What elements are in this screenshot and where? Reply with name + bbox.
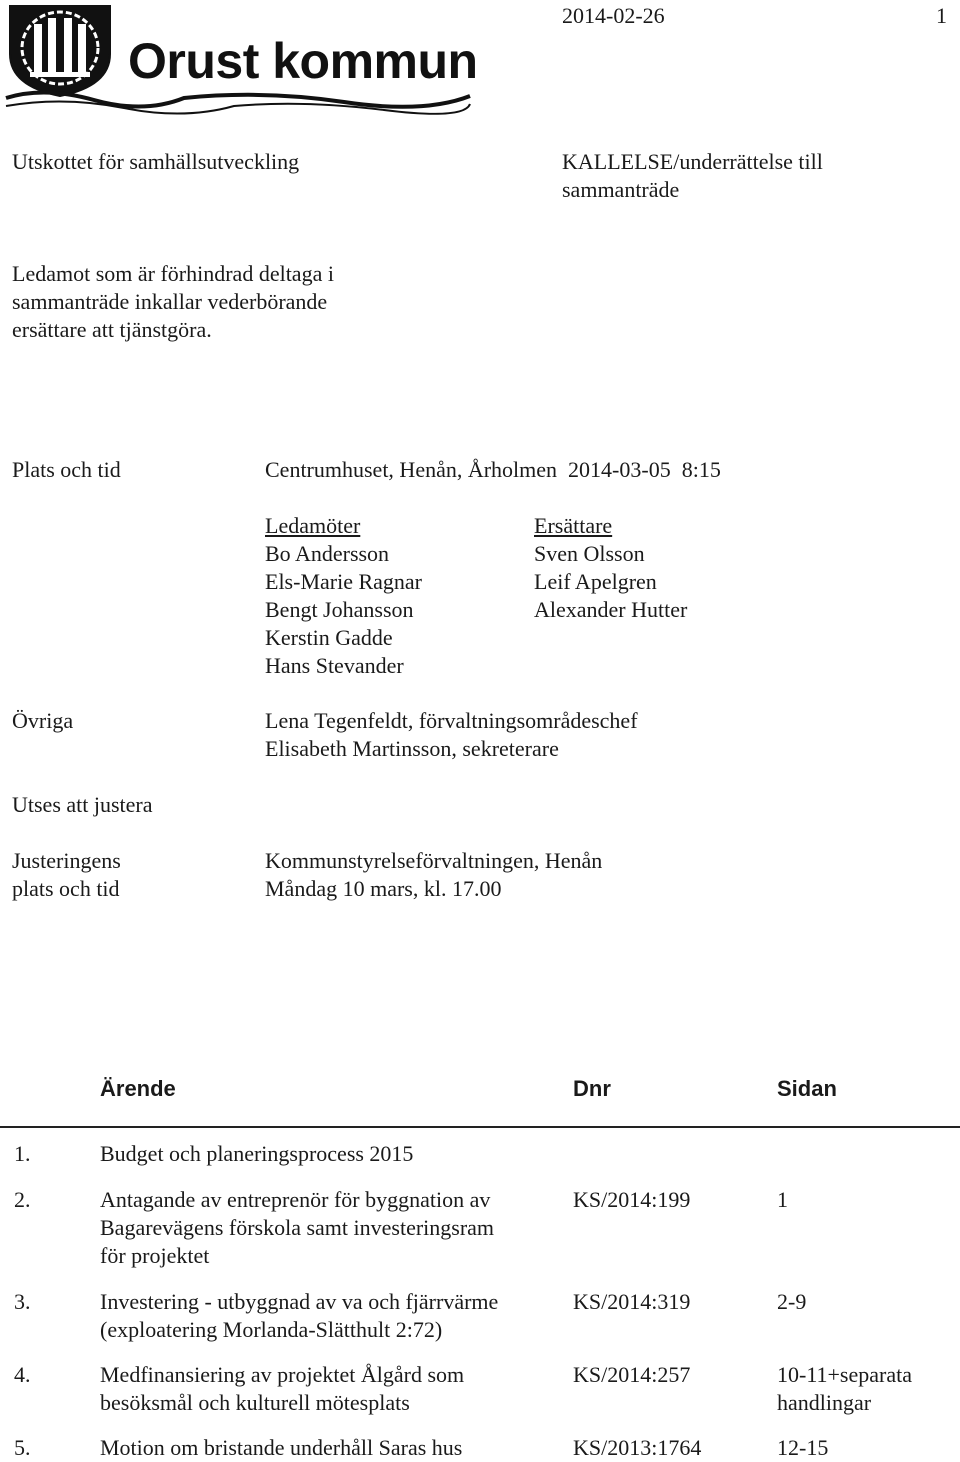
substitute-notice: [12, 260, 334, 344]
agenda-item-title-line: Antagande av entreprenör för byggnation av: [100, 1187, 491, 1212]
substitute-name: Alexander Hutter: [534, 597, 688, 622]
agenda-item-page: [777, 1288, 806, 1316]
agenda-item-dnr: KS/2013:1764: [573, 1435, 702, 1460]
agenda-item-number: 5.: [14, 1435, 31, 1460]
document-type: [562, 148, 823, 204]
member-name: Bengt Johansson: [265, 597, 414, 622]
substitute-name: Leif Apelgren: [534, 569, 657, 594]
municipal-logo: [4, 2, 478, 120]
agenda-header-matter: Ärende: [100, 1076, 176, 1101]
agenda-item-title-line: (exploatering Morlanda-Slätthult 2:72): [100, 1317, 443, 1342]
adjust-label: Utses att justera: [12, 792, 153, 817]
others-label: Övriga: [12, 708, 74, 733]
agenda-item-title: [100, 1434, 462, 1462]
agenda-item-page-line: 1: [777, 1187, 788, 1212]
document-date: 2014-02-26: [562, 3, 665, 28]
place-time-value: Centrumhuset, Henån, Årholmen 2014-03-05 8:15: [265, 457, 721, 482]
adjust-place-label-line: plats och tid: [12, 876, 120, 901]
agenda-item-page: [777, 1434, 828, 1462]
substitute-name: Sven Olsson: [534, 541, 645, 566]
other-attendee: Elisabeth Martinsson, sekreterare: [265, 736, 559, 761]
members-list: [265, 512, 422, 680]
substitutes-list: [534, 512, 687, 624]
document-type-line: KALLELSE/underrättelse till: [562, 149, 823, 174]
agenda-item-title: [100, 1361, 464, 1417]
adjust-place-line: Måndag 10 mars, kl. 17.00: [265, 876, 502, 901]
agenda-item-title: [100, 1186, 494, 1270]
agenda-item-page-line: 12-15: [777, 1435, 829, 1460]
agenda-item-title-line: Bagarevägens förskola samt investeringsram: [100, 1215, 495, 1240]
agenda-item-dnr: KS/2014:257: [573, 1362, 691, 1387]
agenda-item-number: 2.: [14, 1187, 31, 1212]
member-name: Hans Stevander: [265, 653, 404, 678]
agenda-item-page-line: 10-11+separata: [777, 1362, 912, 1387]
agenda-item-title-line: besöksmål och kulturell mötesplats: [100, 1390, 410, 1415]
members-heading: Ledamöter: [265, 513, 361, 538]
member-name: Kerstin Gadde: [265, 625, 393, 650]
adjust-place-label: [12, 847, 121, 903]
adjust-place-label-line: Justeringens: [12, 848, 121, 873]
others-list: [265, 707, 638, 763]
agenda-item-page-line: handlingar: [777, 1390, 872, 1415]
agenda-header-dnr: Dnr: [573, 1076, 611, 1101]
agenda-item-title: [100, 1288, 498, 1344]
place-time-label: Plats och tid: [12, 457, 121, 482]
notice-line: ersättare att tjänstgöra.: [12, 317, 212, 342]
other-attendee: Lena Tegenfeldt, förvaltningsområdeschef: [265, 708, 638, 733]
agenda-item-title-line: Motion om bristande underhåll Saras hus: [100, 1435, 463, 1460]
adjust-place-line: Kommunstyrelseförvaltningen, Henån: [265, 848, 603, 873]
agenda-item-dnr: KS/2014:319: [573, 1289, 691, 1314]
notice-line: sammanträde inkallar vederbörande: [12, 289, 328, 314]
agenda-header-rule: [0, 1126, 960, 1128]
agenda-item-title-line: för projektet: [100, 1243, 210, 1268]
agenda-item-title: [100, 1140, 413, 1168]
agenda-item-page-line: 2-9: [777, 1289, 807, 1314]
committee-name: Utskottet för samhällsutveckling: [12, 149, 300, 174]
document-type-line: sammanträde: [562, 177, 680, 202]
page-number: 1: [936, 3, 947, 28]
substitutes-heading: Ersättare: [534, 513, 613, 538]
agenda-item-dnr: KS/2014:199: [573, 1187, 691, 1212]
agenda-item-number: 4.: [14, 1362, 31, 1387]
notice-line: Ledamot som är förhindrad deltaga i: [12, 261, 334, 286]
agenda-item-page: [777, 1186, 788, 1214]
member-name: Bo Andersson: [265, 541, 390, 566]
member-name: Els-Marie Ragnar: [265, 569, 422, 594]
agenda-item-number: 1.: [14, 1141, 31, 1166]
agenda-item-number: 3.: [14, 1289, 31, 1314]
logo-wordmark: Orust kommun: [128, 33, 478, 89]
agenda-item-title-line: Investering - utbyggnad av va och fjärrvärme: [100, 1289, 499, 1314]
agenda-item-page: [777, 1361, 912, 1417]
adjust-place-value: [265, 847, 602, 903]
agenda-header-page: Sidan: [777, 1076, 837, 1101]
agenda-item-title-line: Medfinansiering av projektet Ålgård som: [100, 1362, 465, 1387]
agenda-item-title-line: Budget och planeringsprocess 2015: [100, 1141, 414, 1166]
